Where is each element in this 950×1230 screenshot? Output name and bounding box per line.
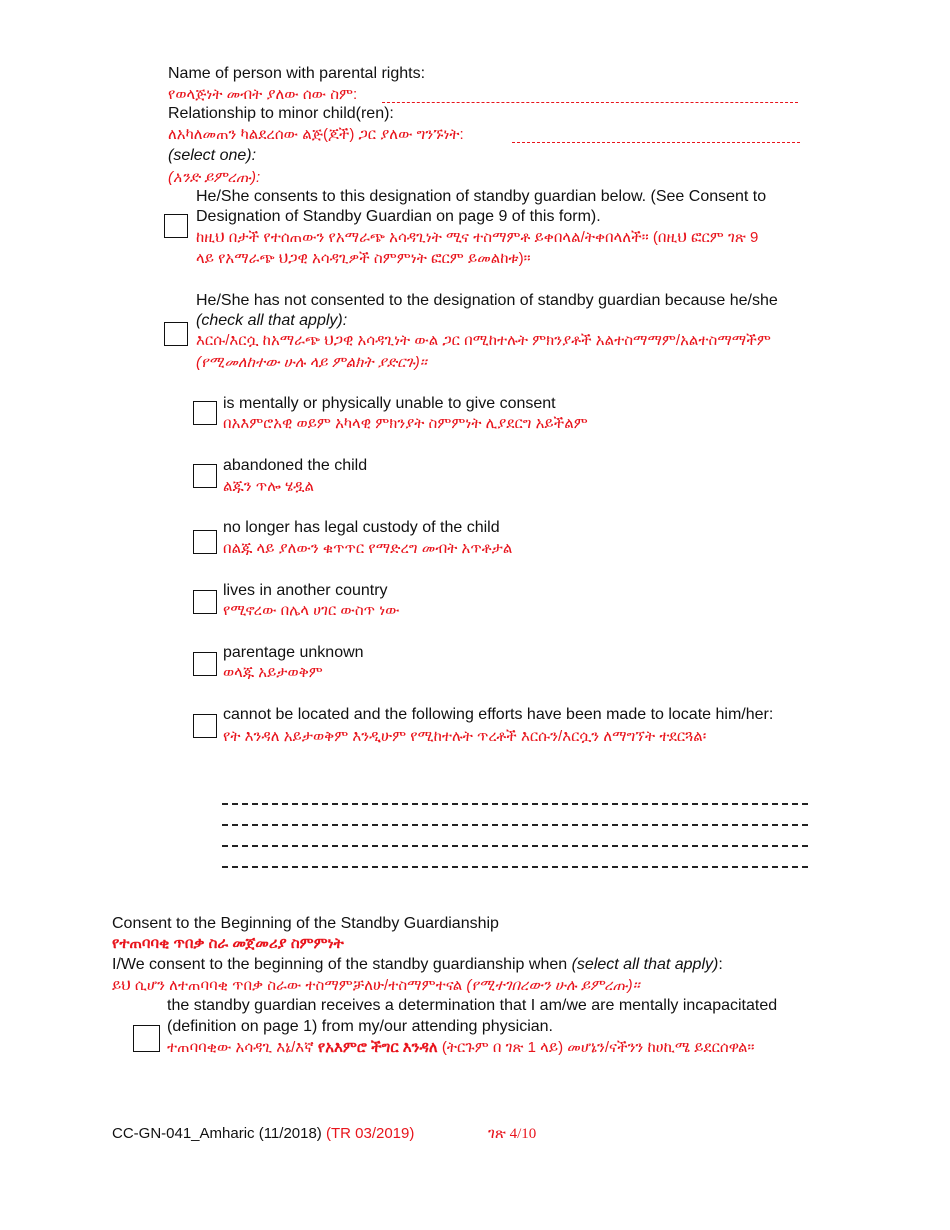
select-one-en: (select one): bbox=[168, 147, 257, 164]
reason-en: cannot be located and the following efforts have been made to locate him/her: bbox=[223, 706, 774, 723]
efforts-line[interactable] bbox=[222, 803, 808, 805]
relationship-field[interactable] bbox=[512, 142, 800, 143]
efforts-line[interactable] bbox=[222, 845, 808, 847]
beginning-intro-am: ይህ ሲሆን ለተጠባባቂ ጥበቃ ስራው ተስማምቻለሁ/ተስማምተናል (የሚተገበረውን ሁሉ ይምረጡ)። bbox=[112, 977, 640, 994]
reason-checkbox-mentally-unable[interactable] bbox=[193, 401, 217, 425]
efforts-line[interactable] bbox=[222, 866, 808, 868]
reason-am: የሚኖረው በሌላ ሀገር ውስጥ ነው bbox=[223, 602, 400, 619]
relationship-label-en: Relationship to minor child(ren): bbox=[168, 105, 394, 122]
consents-line2-am: ላይ የአማራጭ ህጋዊ አሳዳጊዎች ስምምነት ፎርም ይመልከቱ)። bbox=[196, 250, 531, 267]
relationship-label-am: ለአካለመጠን ካልደረሰው ልጅ(ጆች) ጋር ያለው ግንኙነት: bbox=[168, 126, 464, 143]
beginning-heading-am: የተጠባባቂ ጥበቃ ስራ መጀመሪያ ስምምነት bbox=[112, 935, 344, 952]
incapacitated-line2-en: (definition on page 1) from my/our attending physician. bbox=[167, 1018, 553, 1035]
not-consented-line2-en: (check all that apply): bbox=[196, 312, 348, 329]
beginning-heading-en: Consent to the Beginning of the Standby Guardianship bbox=[112, 915, 499, 932]
footer-page-number: ገጽ 4/10 bbox=[488, 1126, 537, 1142]
footer-tr: (TR 03/2019) bbox=[325, 1125, 415, 1142]
incapacitated-am: ተጠባባቂው አሳዳጊ እኔ/እኛ የአእምሮ ችግር እንዳለ (ትርጉም በ ገጽ 1 ላይ) መሆኔን/ናችንን ከሀኪሜ ይደርሰዋል። bbox=[167, 1039, 755, 1056]
consents-line2-en: Designation of Standby Guardian on page 9 of this form). bbox=[196, 208, 601, 225]
not-consented-line2-am: (የሚመለከተው ሁሉ ላይ ምልክት ያድርጉ)። bbox=[196, 354, 427, 371]
reason-am: በአእምሮአዊ ወይም አካላዊ ምክንያት ስምምነት ሊያደርግ አይችልም bbox=[223, 415, 588, 432]
select-one-am: (አንድ ይምረጡ): bbox=[168, 169, 261, 186]
reason-am: ልጁን ጥሎ ሄዷል bbox=[223, 478, 315, 495]
reason-en: parentage unknown bbox=[223, 644, 364, 661]
not-consented-checkbox[interactable] bbox=[164, 322, 188, 346]
reason-checkbox-cannot-be-located[interactable] bbox=[193, 714, 217, 738]
reason-checkbox-another-country[interactable] bbox=[193, 590, 217, 614]
consents-checkbox[interactable] bbox=[164, 214, 188, 238]
reason-en: is mentally or physically unable to give consent bbox=[223, 395, 556, 412]
reason-checkbox-abandoned[interactable] bbox=[193, 464, 217, 488]
reason-en: no longer has legal custody of the child bbox=[223, 519, 500, 536]
reason-checkbox-parentage-unknown[interactable] bbox=[193, 652, 217, 676]
not-consented-line1-en: He/She has not consented to the designation of standby guardian because he/she bbox=[196, 292, 778, 309]
not-consented-line1-am: እርሱ/እርሷ ከአማራጭ ህጋዊ አሳዳጊነት ውል ጋር በሚከተሉት ምክንያቶች አልተስማማም/አልተስማማችም bbox=[196, 332, 771, 349]
reason-en: abandoned the child bbox=[223, 457, 368, 474]
reason-checkbox-no-custody[interactable] bbox=[193, 530, 217, 554]
parent-name-label-en: Name of person with parental rights: bbox=[168, 65, 426, 82]
reason-en: lives in another country bbox=[223, 582, 388, 599]
beginning-intro-en: I/We consent to the beginning of the standby guardianship when (select all that apply): bbox=[112, 956, 723, 973]
consents-line1-am: ከዚህ በታች የተሰጠውን የአማራጭ አሳዳጊነት ሚና ተስማምቶ ይቀበላል/ትቀበላለች። (በዚህ ፎርም ገጽ 9 bbox=[196, 229, 759, 246]
efforts-line[interactable] bbox=[222, 824, 808, 826]
reason-am: ወላጁ አይታወቅም bbox=[223, 664, 323, 681]
parent-name-field[interactable] bbox=[382, 102, 798, 103]
parent-name-label-am: የወላጅነት መብት ያለው ሰው ስም: bbox=[168, 86, 358, 103]
incapacitated-line1-en: the standby guardian receives a determination that I am/we are mentally incapacitated bbox=[167, 997, 778, 1014]
incapacitated-checkbox[interactable] bbox=[133, 1025, 160, 1052]
reason-am: የት እንዳለ አይታወቅም እንዲሁም የሚከተሉት ጥረቶች እርሱን/እርሷን ለማግኘት ተደርጓል፡ bbox=[223, 728, 707, 745]
consents-line1-en: He/She consents to this designation of standby guardian below. (See Consent to bbox=[196, 188, 767, 205]
reason-am: በልጁ ላይ ያለውን ቁጥጥር የማድረግ መብት አጥቶታል bbox=[223, 540, 513, 557]
footer-form-id: CC-GN-041_Amharic (11/2018) (TR 03/2019) bbox=[112, 1125, 415, 1142]
